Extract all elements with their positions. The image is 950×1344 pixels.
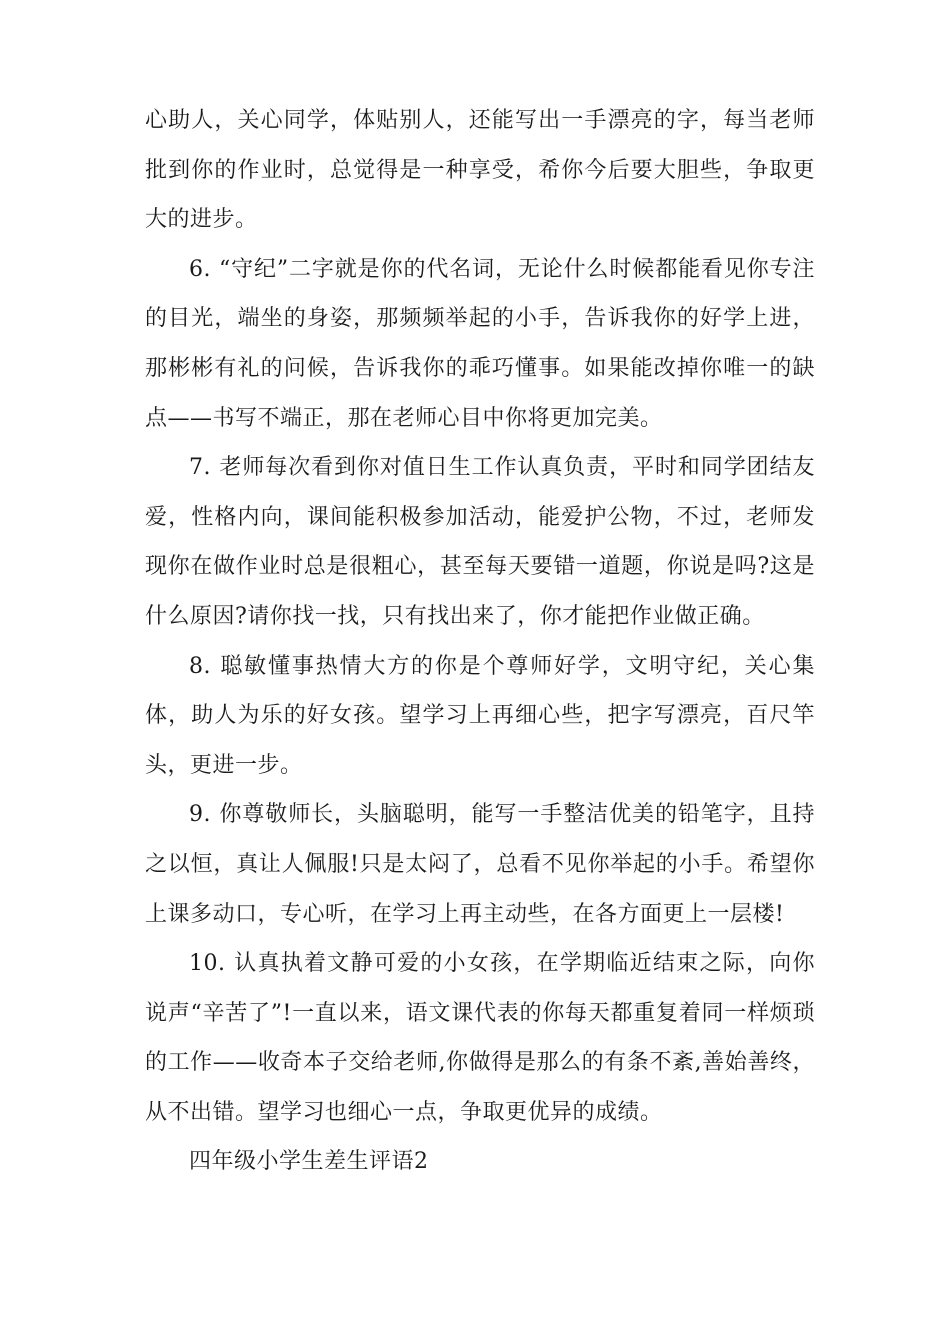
item-text: 认真执着文静可爱的小女孩，在学期临近结束之际，向你说声“辛苦了”!一直以来，语文课代表的你每天都重复着同一样烦琐的工作——收奇本子交给老师,你做得是那么的有条不紊,善始善终，从不出错。望学习也细心一点，争取更优异的成绩。 (145, 951, 815, 1125)
item-text: 老师每次看到你对值日生工作认真负责，平时和同学团结友爱，性格内向，课间能积极参加活动，能爱护公物，不过，老师发现你在做作业时总是很粗心，甚至每天要错一道题，你说是吗?这是什么原因?请你找一找，只有找出来了，你才能把作业做正确。 (145, 455, 815, 629)
item-number: 10. (189, 951, 226, 977)
item-text: 你尊敬师长，头脑聪明，能写一手整洁优美的铅笔字，且持之以恒，真让人佩服!只是太闷了，总看不见你举起的小手。希望你上课多动口，专心听，在学习上再主动些，在各方面更上一层楼! (145, 802, 815, 927)
item-number: 9. (189, 802, 211, 828)
item-number: 8. (189, 653, 211, 679)
item-number: 6. (189, 256, 211, 282)
comment-item-9 (145, 790, 815, 939)
document-body (145, 96, 815, 1187)
comment-item-8 (145, 642, 815, 791)
section-heading: 四年级小学生差生评语2 (189, 1149, 429, 1175)
item-number: 7. (189, 455, 211, 481)
continuation-paragraph: 心助人，关心同学，体贴别人，还能写出一手漂亮的字，每当老师批到你的作业时，总觉得是一种享受，希你今后要大胆些，争取更大的进步。 (145, 108, 815, 233)
comment-item-6 (145, 245, 815, 443)
comment-item-10 (145, 939, 815, 1137)
comment-item-7 (145, 443, 815, 641)
item-text: “守纪”二字就是你的代名词，无论什么时候都能看见你专注的目光，端坐的身姿，那频频举起的小手，告诉我你的好学上进，那彬彬有礼的问候，告诉我你的乖巧懂事。如果能改掉你唯一的缺点——书写不端正，那在老师心目中你将更加完美。 (145, 256, 815, 431)
item-text: 聪敏懂事热情大方的你是个尊师好学，文明守纪，关心集体，助人为乐的好女孩。望学习上再细心些，把字写漂亮，百尺竿头，更进一步。 (145, 653, 815, 778)
